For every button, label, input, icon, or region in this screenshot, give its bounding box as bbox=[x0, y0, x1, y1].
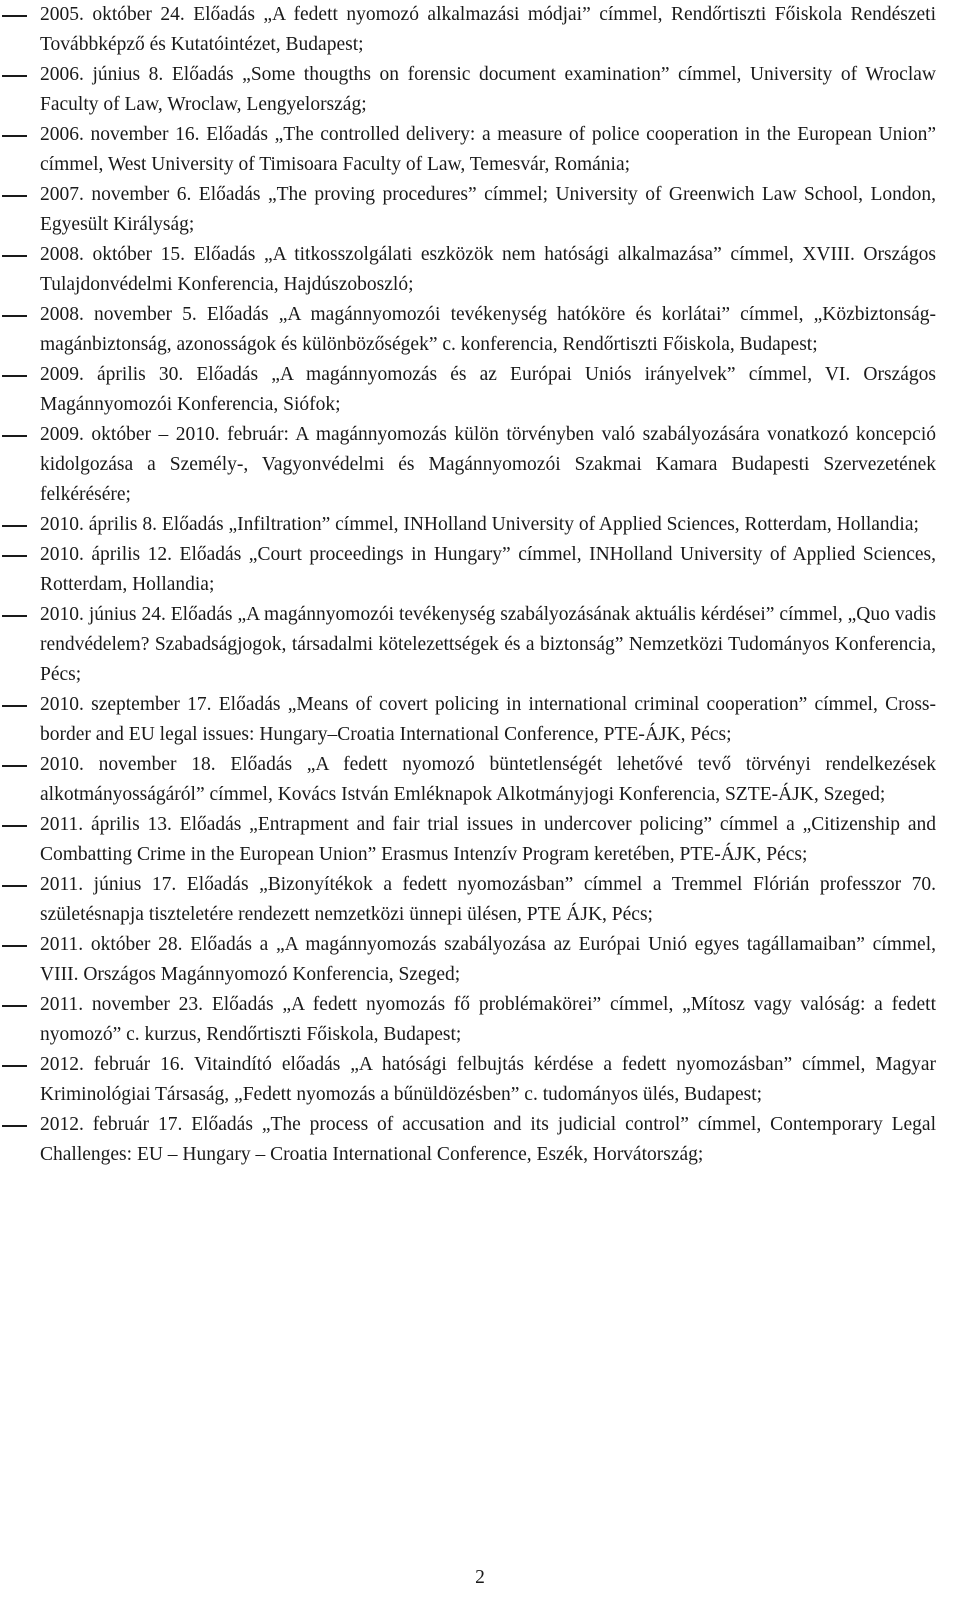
page-number: 2 bbox=[475, 1567, 485, 1588]
dash-bullet bbox=[2, 435, 27, 437]
entry-text: 2006. november 16. Előadás „The controlled delivery: a measure of police cooperation in the European Union” címmel, West University of Timisoara Faculty of Law, Temesvár, Románia; bbox=[40, 124, 936, 175]
list-item bbox=[0, 60, 960, 120]
dash-bullet bbox=[2, 375, 27, 377]
list-item bbox=[0, 420, 960, 510]
entry-text: 2010. április 8. Előadás „Infiltration” címmel, INHolland University of Applied Sciences, Rotterdam, Hollandia; bbox=[40, 514, 919, 535]
dash-bullet bbox=[2, 135, 27, 137]
dash-bullet bbox=[2, 75, 27, 77]
entry-text: 2007. november 6. Előadás „The proving procedures” címmel; University of Greenwich Law School, London, Egyesült Királyság; bbox=[40, 184, 936, 235]
list-item bbox=[0, 240, 960, 300]
entry-text: 2009. október – 2010. február: A magánnyomozás külön törvényben való szabályozására vonatkozó koncepció kidolgozása a Személy-, Vagyonvédelmi és Magánnyomozói Szakmai Kamara Budapesti Szervezetének felkérésére; bbox=[40, 424, 936, 505]
entry-text: 2012. február 17. Előadás „The process of accusation and its judicial control” címmel, Contemporary Legal Challenges: EU – Hungary – Croatia International Conference, Eszék, Horvátország; bbox=[40, 1114, 936, 1165]
dash-bullet bbox=[2, 825, 27, 827]
entry-text: 2010. november 18. Előadás „A fedett nyomozó büntetlenségét lehetővé tevő törvényi rendelkezések alkotmányosságáról” címmel, Kovács István Emléknapok Alkotmányjogi Konferencia, SZTE-ÁJK, Szeged; bbox=[40, 754, 936, 805]
dash-bullet bbox=[2, 1065, 27, 1067]
list-item bbox=[0, 120, 960, 180]
list-item bbox=[0, 750, 960, 810]
entry-text: 2011. április 13. Előadás „Entrapment and fair trial issues in undercover policing” címmel a „Citizenship and Combatting Crime in the European Union” Erasmus Intenzív Program keretében, PTE-ÁJK, Pécs; bbox=[40, 814, 936, 865]
entry-text: 2010. június 24. Előadás „A magánnyomozói tevékenység szabályozásának aktuális kérdései” címmel, „Quo vadis rendvédelem? Szabadságjogok, társadalmi kötelezettségek és a biztonság” Nemzetközi Tudományos Konferencia, Pécs; bbox=[40, 604, 936, 685]
entry-text: 2010. április 12. Előadás „Court proceedings in Hungary” címmel, INHolland University of Applied Sciences, Rotterdam, Hollandia; bbox=[40, 544, 936, 595]
entry-text: 2011. október 28. Előadás a „A magánnyomozás szabályozása az Európai Unió egyes tagállamaiban” címmel, VIII. Országos Magánnyomozó Konferencia, Szeged; bbox=[40, 934, 936, 985]
list-item bbox=[0, 300, 960, 360]
entry-text: 2008. október 15. Előadás „A titkosszolgálati eszközök nem hatósági alkalmazása” címmel, XVIII. Országos Tulajdonvédelmi Konferencia, Hajdúszoboszló; bbox=[40, 244, 936, 295]
list-item bbox=[0, 180, 960, 240]
list-item bbox=[0, 540, 960, 600]
dash-bullet bbox=[2, 765, 27, 767]
dash-bullet bbox=[2, 255, 27, 257]
list-item bbox=[0, 810, 960, 870]
entry-text: 2006. június 8. Előadás „Some thougths on forensic document examination” címmel, University of Wroclaw Faculty of Law, Wroclaw, Lengyelország; bbox=[40, 64, 936, 115]
list-item bbox=[0, 870, 960, 930]
list-item bbox=[0, 1110, 960, 1170]
list-item bbox=[0, 360, 960, 420]
entry-text: 2009. április 30. Előadás „A magánnyomozás és az Európai Uniós irányelvek” címmel, VI. Országos Magánnyomozói Konferencia, Siófok; bbox=[40, 364, 936, 415]
list-item bbox=[0, 1050, 960, 1110]
dash-bullet bbox=[2, 315, 27, 317]
dash-bullet bbox=[2, 15, 27, 17]
dash-bullet bbox=[2, 945, 27, 947]
entry-text: 2005. október 24. Előadás „A fedett nyomozó alkalmazási módjai” címmel, Rendőrtiszti Főiskola Rendészeti Továbbképző és Kutatóintézet, Budapest; bbox=[40, 4, 936, 55]
dash-bullet bbox=[2, 1005, 27, 1007]
dash-bullet bbox=[2, 885, 27, 887]
entry-text: 2012. február 16. Vitaindító előadás „A hatósági felbujtás kérdése a fedett nyomozásban” címmel, Magyar Kriminológiai Társaság, „Fedett nyomozás a bűnüldözésben” c. tudományos ülés, Budapest; bbox=[40, 1054, 936, 1105]
dash-bullet bbox=[2, 555, 27, 557]
dash-bullet bbox=[2, 705, 27, 707]
list-item bbox=[0, 0, 960, 60]
list-item bbox=[0, 930, 960, 990]
list-item bbox=[0, 510, 960, 540]
entry-text: 2008. november 5. Előadás „A magánnyomozói tevékenység hatóköre és korlátai” címmel, „Közbiztonság-magánbiztonság, azonosságok és különbözőségek” c. konferencia, Rendőrtiszti Főiskola, Budapest; bbox=[40, 304, 936, 355]
list-item bbox=[0, 690, 960, 750]
list-item bbox=[0, 600, 960, 690]
dash-bullet bbox=[2, 195, 27, 197]
list-item bbox=[0, 990, 960, 1050]
dash-bullet bbox=[2, 1125, 27, 1127]
dash-bullet bbox=[2, 525, 27, 527]
entry-text: 2010. szeptember 17. Előadás „Means of covert policing in international criminal cooperation” címmel, Cross-border and EU legal issues: Hungary–Croatia International Conference, PTE-ÁJK, Pécs; bbox=[40, 694, 936, 745]
entry-text: 2011. november 23. Előadás „A fedett nyomozás fő problémakörei” címmel, „Mítosz vagy valóság: a fedett nyomozó” c. kurzus, Rendőrtiszti Főiskola, Budapest; bbox=[40, 994, 936, 1045]
dash-bullet bbox=[2, 615, 27, 617]
entry-text: 2011. június 17. Előadás „Bizonyítékok a fedett nyomozásban” címmel a Tremmel Flórián professzor 70. születésnapja tiszteletére rendezett nemzetközi ünnepi ülésen, PTE ÁJK, Pécs; bbox=[40, 874, 936, 925]
